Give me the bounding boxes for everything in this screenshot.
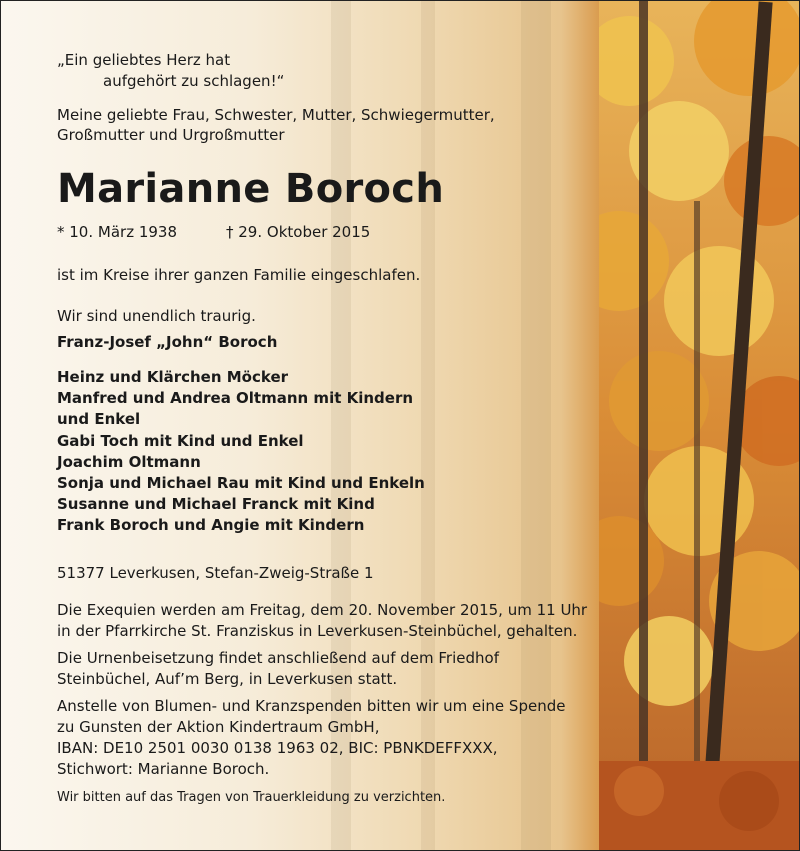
mourner-line: Sonja und Michael Rau mit Kind und Enkeln [57, 474, 425, 492]
urn-line: Steinbüchel, Auf’m Berg, in Leverkusen statt. [57, 670, 398, 688]
intro-line: Meine geliebte Frau, Schwester, Mutter, Schwiegermutter, [57, 106, 495, 124]
mourner-line: Heinz und Klärchen Möcker [57, 368, 289, 386]
address: 51377 Leverkusen, Stefan-Zweig-Straße 1 [57, 564, 374, 582]
exequien-line: in der Pfarrkirche St. Franziskus in Leverkusen-Steinbüchel, gehalten. [57, 622, 578, 640]
autumn-forest-image [599, 1, 799, 850]
donation-line: zu Gunsten der Aktion Kindertraum GmbH, [57, 718, 380, 736]
donation-line: Stichwort: Marianne Boroch. [57, 760, 270, 778]
mourner-line: und Enkel [57, 410, 141, 428]
quote-line: aufgehört zu schlagen!“ [103, 72, 285, 90]
mourner-line: Susanne und Michael Franck mit Kind [57, 495, 375, 513]
mourner-line: Manfred und Andrea Oltmann mit Kindern [57, 389, 414, 407]
sorrow-line: Wir sind unendlich traurig. [57, 307, 256, 325]
mourner-line: Joachim Oltmann [57, 453, 201, 471]
statement: ist im Kreise ihrer ganzen Familie eingeschlafen. [57, 266, 421, 284]
faded-tree-trunk [521, 1, 551, 850]
mourner-line: Frank Boroch und Angie mit Kindern [57, 516, 365, 534]
faded-tree-trunk [421, 1, 435, 850]
quote-line: „Ein geliebtes Herz hat [57, 51, 231, 69]
death-date: † 29. Oktober 2015 [226, 223, 371, 241]
donation-line: IBAN: DE10 2501 0030 0138 1963 02, BIC: PBNKDEFFXXX, [57, 739, 498, 757]
intro-line: Großmutter und Urgroßmutter [57, 126, 285, 144]
husband-name: Franz-Josef „John“ Boroch [57, 333, 278, 351]
mourner-line: Gabi Toch mit Kind und Enkel [57, 432, 304, 450]
deceased-name: Marianne Boroch [57, 166, 445, 212]
donation-line: Anstelle von Blumen- und Kranzspenden bitten wir um eine Spende [57, 697, 566, 715]
closing-note: Wir bitten auf das Tragen von Trauerkleidung zu verzichten. [57, 790, 446, 805]
urn-line: Die Urnenbeisetzung findet anschließend auf dem Friedhof [57, 649, 499, 667]
birth-date: * 10. März 1938 [57, 223, 178, 241]
exequien-line: Die Exequien werden am Freitag, dem 20. November 2015, um 11 Uhr [57, 601, 588, 619]
